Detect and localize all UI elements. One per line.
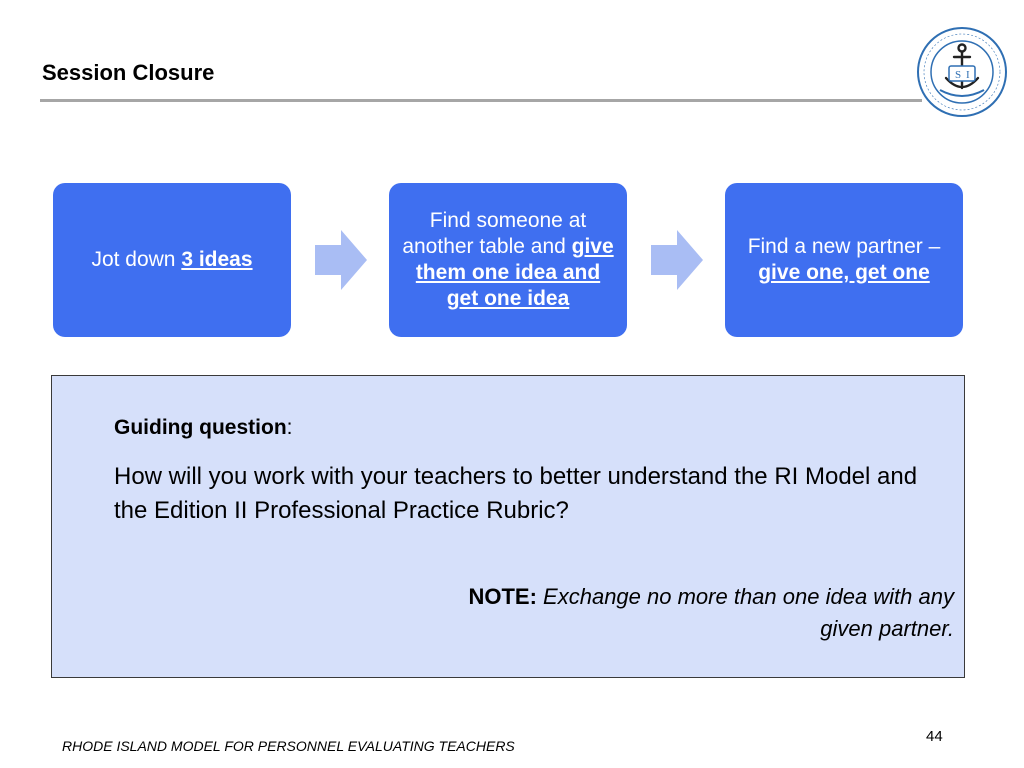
- note-text: NOTE: Exchange no more than one idea with any given partner.: [468, 584, 954, 641]
- page-number: 44: [926, 728, 943, 745]
- step-new-partner: [725, 183, 963, 337]
- right-arrow-icon: [315, 230, 367, 290]
- step-find-someone: [389, 183, 627, 337]
- guiding-question-box: [51, 375, 965, 678]
- guiding-question-text: How will you work with your teachers to better understand the RI Model and the Edition II Professional Practice Rubric?: [114, 463, 918, 524]
- step-1-text: Jot down: [91, 248, 182, 271]
- logo-letter-i: I: [966, 69, 970, 81]
- anchor-seal-icon: [916, 26, 1008, 118]
- step-1-emphasis: 3 ideas: [181, 248, 253, 271]
- slide-footer: RHODE ISLAND MODEL FOR PERSONNEL EVALUATING TEACHERS: [62, 738, 515, 754]
- step-3-text: Find a new partner –: [747, 235, 941, 258]
- title-divider: [40, 99, 922, 102]
- step-3-emphasis: give one, get one: [758, 261, 930, 284]
- step-2-text: Find someone at another table and: [402, 209, 587, 258]
- slide-title: Session Closure: [42, 60, 215, 85]
- logo-letter-s: S: [955, 69, 962, 81]
- step-jot-down: [53, 183, 291, 337]
- guiding-question-label: Guiding question:: [114, 416, 293, 439]
- right-arrow-icon: [651, 230, 703, 290]
- step-2-emphasis: give them one idea and get one idea: [415, 235, 614, 310]
